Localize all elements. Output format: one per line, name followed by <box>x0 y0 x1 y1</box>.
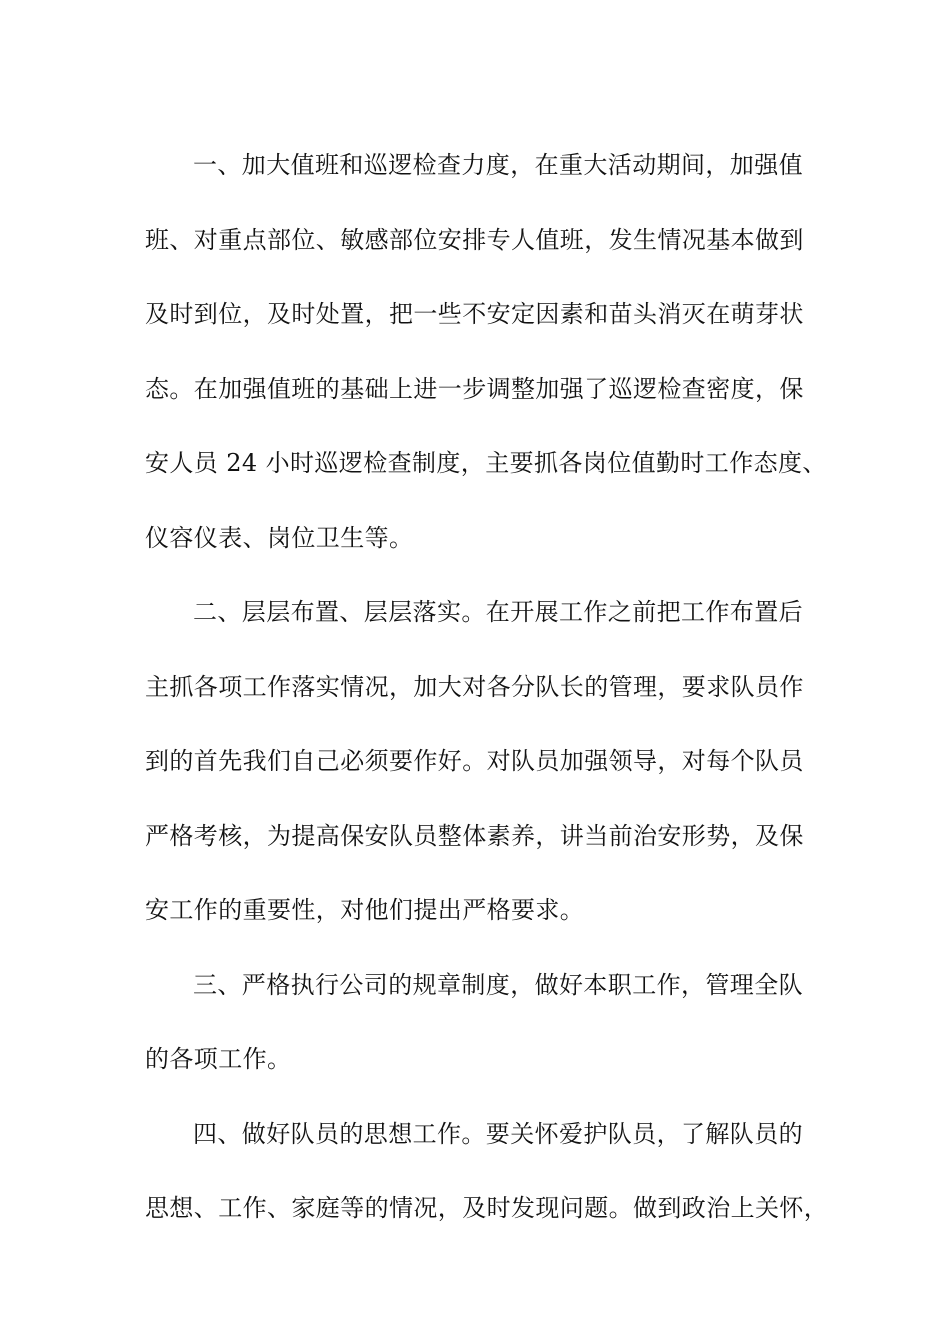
paragraph-line: 主抓各项工作落实情况，加大对各分队长的管理，要求队员作 <box>145 672 804 701</box>
paragraph-1 <box>145 128 835 575</box>
paragraph-line: 严格考核，为提高保安队员整体素养，讲当前治安形势，及保 <box>145 821 804 850</box>
paragraph-line: 班、对重点部位、敏感部位安排专人值班，发生情况基本做到 <box>145 225 804 254</box>
paragraph-line: 态。在加强值班的基础上进一步调整加强了巡逻检查密度，保 <box>145 374 804 403</box>
paragraph-line: 思想、工作、家庭等的情况，及时发现问题。做到政治上关怀， <box>145 1194 829 1222</box>
paragraph-line: 及时到位，及时处置，把一些不安定因素和苗头消灭在萌芽状 <box>145 300 804 328</box>
paragraph-line: 四、做好队员的思想工作。要关怀爱护队员，了解队员的 <box>193 1119 803 1148</box>
paragraph-line: 到的首先我们自己必须要作好。对队员加强领导，对每个队员 <box>145 747 804 775</box>
paragraph-2 <box>145 575 835 948</box>
paragraph-line: 二、层层布置、层层落实。在开展工作之前把工作布置后 <box>193 598 803 626</box>
paragraph-line: 一、加大值班和巡逻检查力度，在重大活动期间，加强值 <box>193 151 803 179</box>
paragraph-4 <box>145 1097 835 1246</box>
paragraph-line: 安人员 24 小时巡逻检查制度，主要抓各岗位值勤时工作态度、 <box>145 449 827 477</box>
paragraph-3 <box>145 948 835 1097</box>
document-body <box>145 128 835 1246</box>
paragraph-line: 仪容仪表、岗位卫生等。 <box>145 523 414 552</box>
paragraph-line: 三、严格执行公司的规章制度，做好本职工作，管理全队 <box>193 970 803 999</box>
paragraph-line: 安工作的重要性，对他们提出严格要求。 <box>145 896 585 924</box>
paragraph-line: 的各项工作。 <box>145 1045 292 1073</box>
